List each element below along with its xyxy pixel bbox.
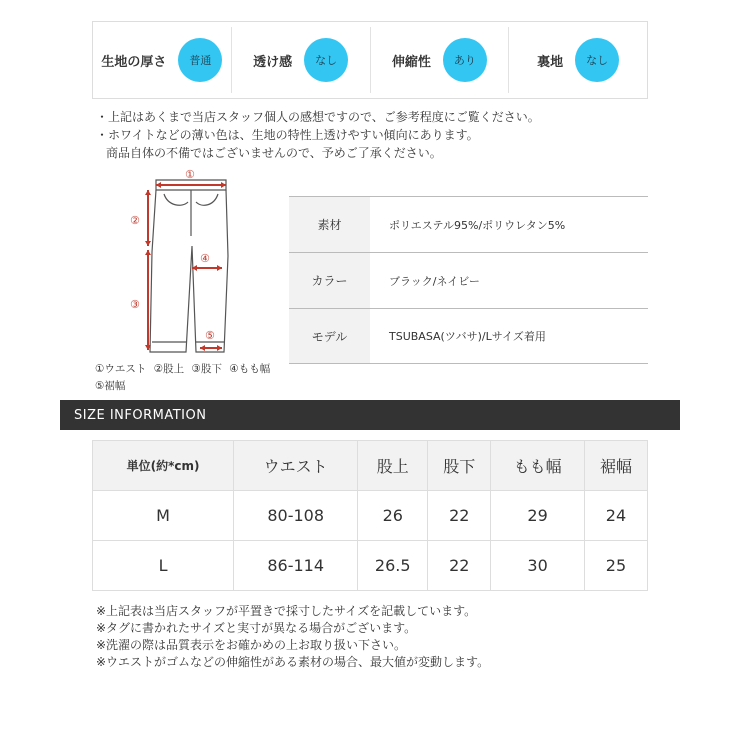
pants-outline-icon xyxy=(150,180,228,352)
impression-notes xyxy=(96,108,540,162)
legend-thigh: ④もも幅 xyxy=(229,363,271,375)
legend-waist: ①ウエスト xyxy=(95,363,147,375)
legend-rise: ②股上 xyxy=(153,363,185,375)
note-line: 商品自体の不備ではございませんので、予めご了承ください。 xyxy=(106,146,442,160)
size-cell: 26 xyxy=(358,491,428,541)
size-cell: L xyxy=(93,541,234,591)
measurement-footnotes xyxy=(96,603,489,671)
size-information-header: SIZE INFORMATION xyxy=(60,400,680,430)
size-cell: 22 xyxy=(428,491,491,541)
attr-sheerness xyxy=(232,27,371,93)
attr-label: 生地の厚さ xyxy=(101,54,167,70)
mark-hem: ⑤ xyxy=(205,329,215,342)
note-line: ・ホワイトなどの薄い色は、生地の特性上透けやすい傾向にあります。 xyxy=(96,128,479,142)
size-cell: 22 xyxy=(428,541,491,591)
size-header-cell: 股下 xyxy=(428,441,491,491)
size-table xyxy=(92,440,648,591)
spec-table xyxy=(289,196,648,364)
spec-key: カラー xyxy=(289,253,370,308)
size-cell: 29 xyxy=(491,491,585,541)
attr-badge: 普通 xyxy=(178,38,222,82)
size-cell: 86-114 xyxy=(234,541,358,591)
size-cell: 26.5 xyxy=(358,541,428,591)
mark-rise: ② xyxy=(130,214,140,227)
spec-row-color xyxy=(289,252,648,308)
size-header-cell: もも幅 xyxy=(491,441,585,491)
spec-value: ポリエステル95%/ポリウレタン5% xyxy=(389,218,566,232)
attr-stretch xyxy=(371,27,510,93)
fabric-attributes xyxy=(92,21,648,99)
mark-thigh: ④ xyxy=(200,252,210,265)
size-cell: M xyxy=(93,491,234,541)
size-table-header-row xyxy=(93,441,648,491)
size-cell: 30 xyxy=(491,541,585,591)
attr-badge: なし xyxy=(304,38,348,82)
diagram-legend xyxy=(95,361,274,395)
attr-lining xyxy=(509,27,647,93)
mark-inseam: ③ xyxy=(130,298,140,311)
table-row xyxy=(93,491,648,541)
spec-row-material xyxy=(289,196,648,252)
size-cell: 24 xyxy=(584,491,647,541)
attr-badge: なし xyxy=(575,38,619,82)
note-line: ・上記はあくまで当店スタッフ個人の感想ですので、ご参考程度にご覧ください。 xyxy=(96,110,540,124)
spec-key: 素材 xyxy=(289,197,370,252)
spec-value: TSUBASA(ツバサ)/Lサイズ着用 xyxy=(389,330,546,343)
size-header-cell: 股上 xyxy=(358,441,428,491)
footnote-line: ※ウエストがゴムなどの伸縮性がある素材の場合、最大値が変動します。 xyxy=(96,655,490,669)
size-header-cell: 裾幅 xyxy=(584,441,647,491)
attr-thickness xyxy=(93,27,232,93)
size-header-cell: ウエスト xyxy=(234,441,358,491)
table-row xyxy=(93,541,648,591)
attr-badge: あり xyxy=(443,38,487,82)
attr-label: 伸縮性 xyxy=(391,54,431,70)
spec-key: モデル xyxy=(289,309,370,363)
spec-row-model xyxy=(289,308,648,364)
footnote-line: ※洗濯の際は品質表示をお確かめの上お取り扱い下さい。 xyxy=(96,638,407,652)
spec-value: ブラック/ネイビー xyxy=(389,274,480,288)
size-cell: 25 xyxy=(584,541,647,591)
size-cell: 80-108 xyxy=(234,491,358,541)
legend-hem: ⑤裾幅 xyxy=(95,380,126,392)
legend-inseam: ③股下 xyxy=(191,363,222,375)
attr-label: 裏地 xyxy=(537,54,564,70)
mark-waist: ① xyxy=(185,168,195,181)
footnote-line: ※タグに書かれたサイズと実寸が異なる場合がございます。 xyxy=(96,621,417,635)
attr-label: 透け感 xyxy=(253,54,293,70)
footnote-line: ※上記表は当店スタッフが平置きで採寸したサイズを記載しています。 xyxy=(96,604,477,618)
size-header-cell: 単位(約*cm) xyxy=(93,441,234,491)
